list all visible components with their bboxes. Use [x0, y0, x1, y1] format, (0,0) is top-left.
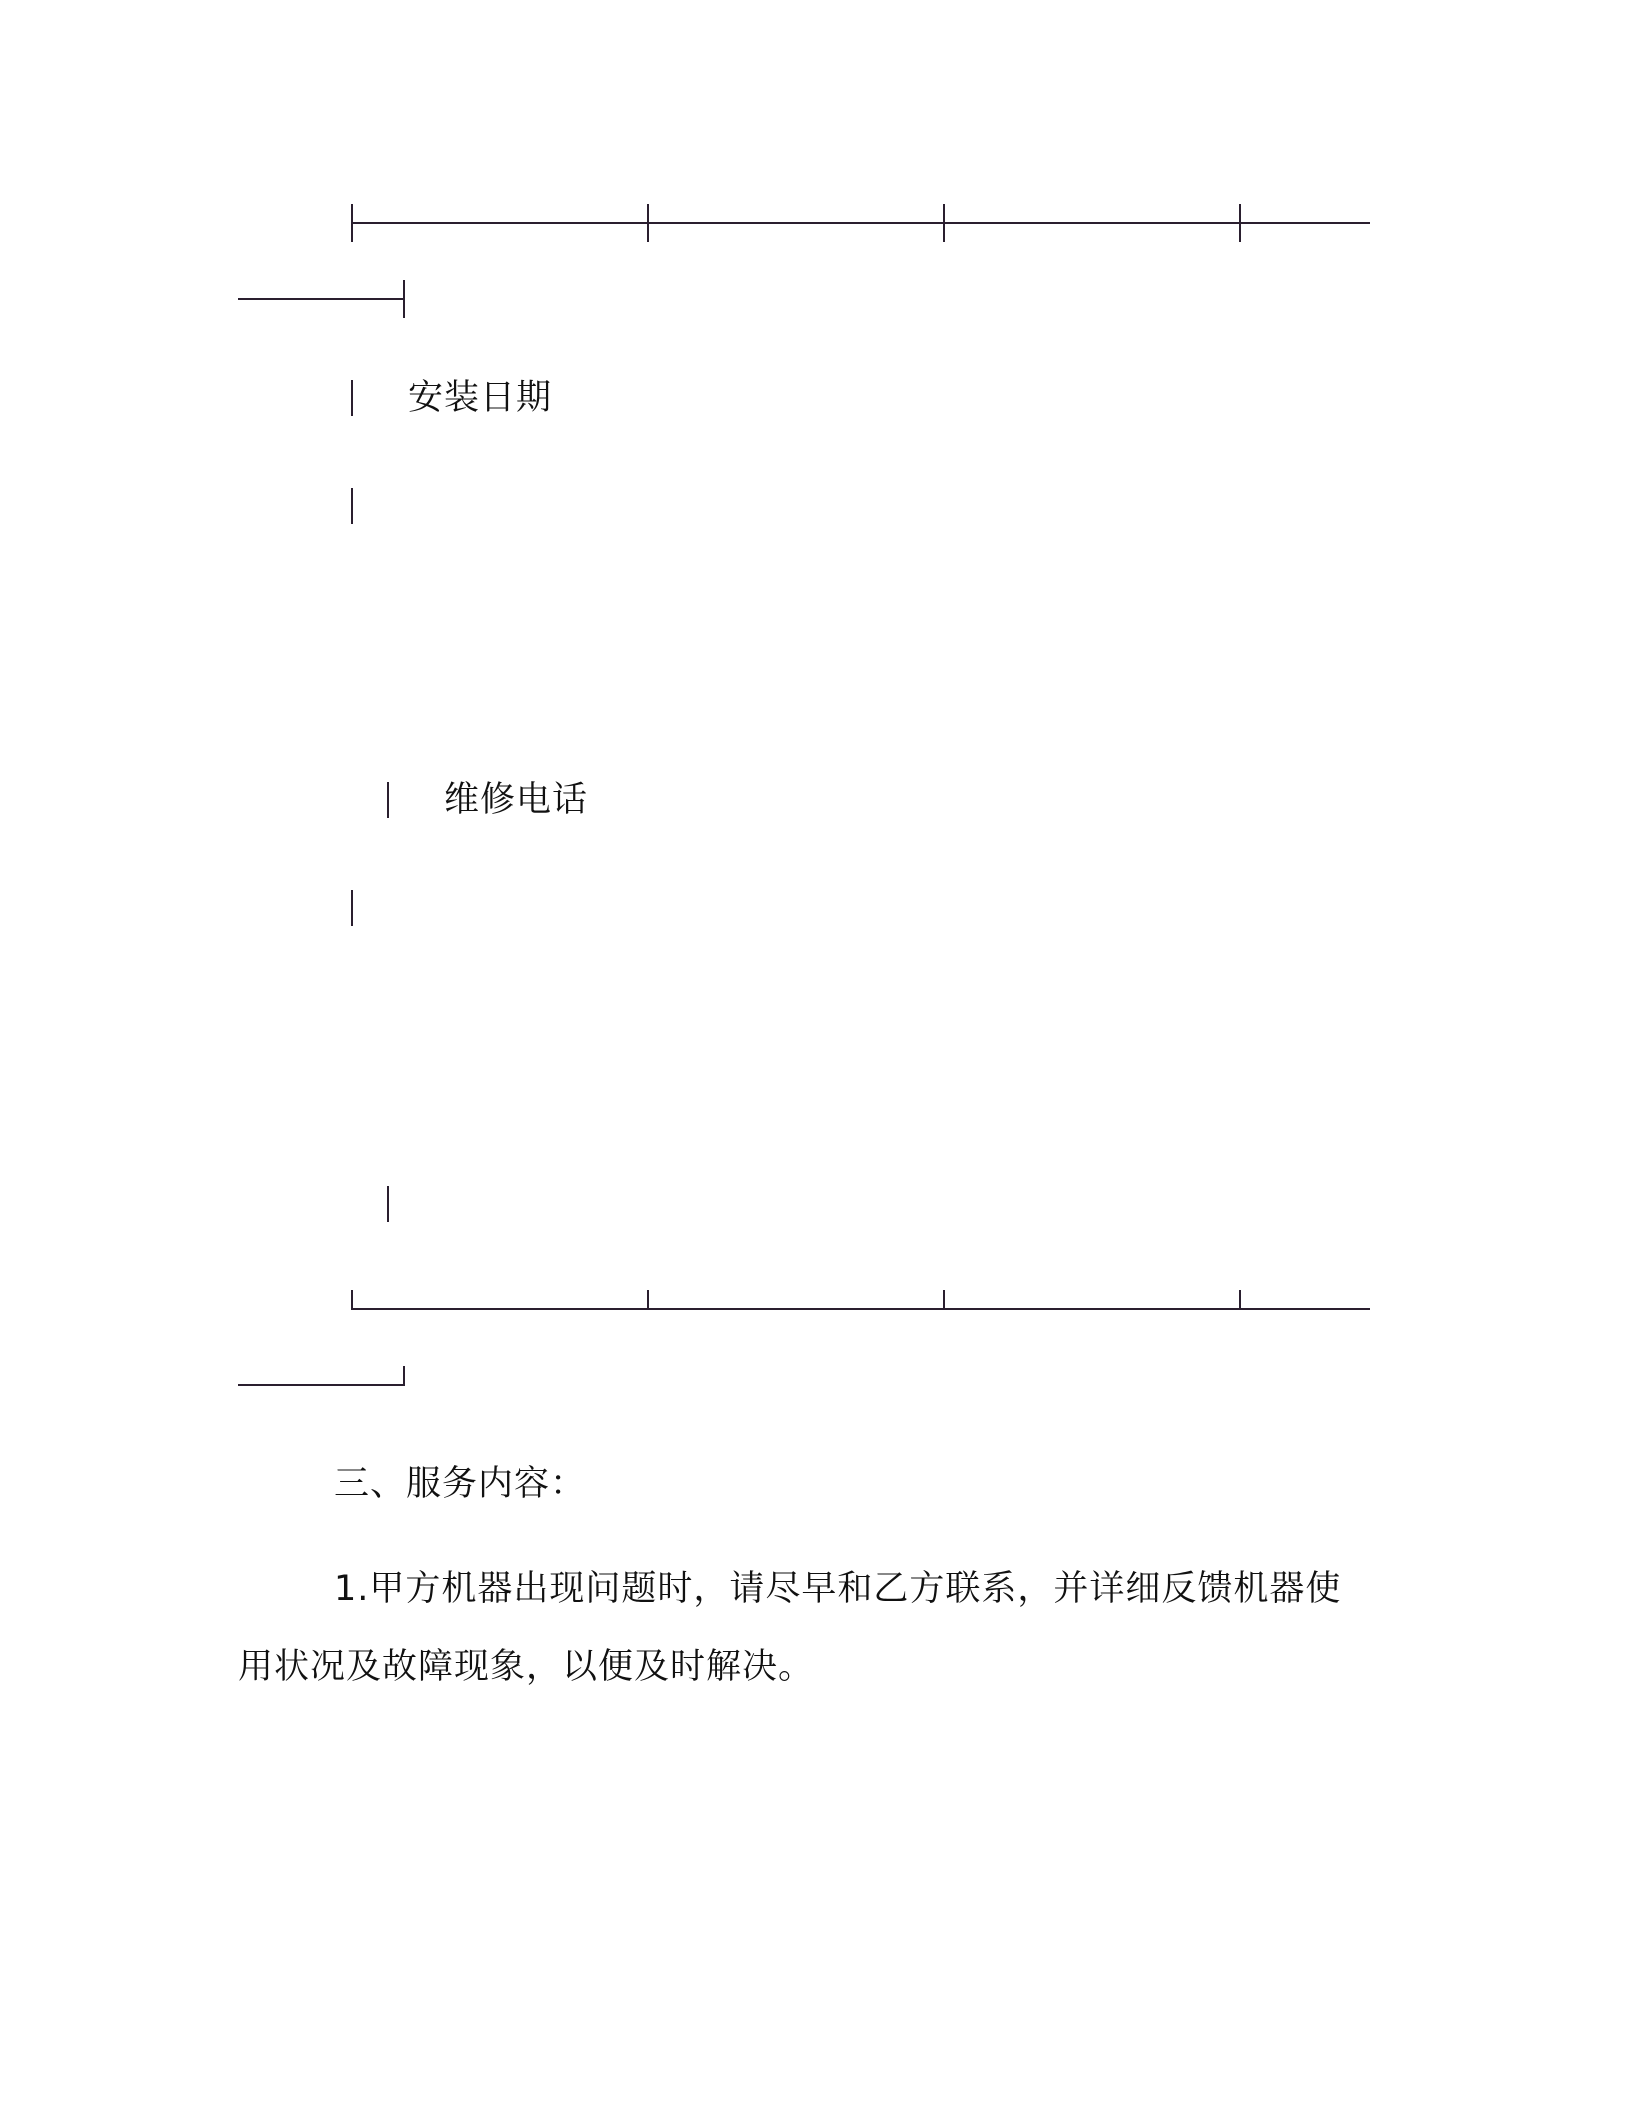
repair-phone-value-border: [351, 890, 353, 926]
table-inner-border: [387, 1186, 389, 1222]
table-top-tick-4: [1239, 204, 1241, 242]
service-item-1-line-1: 1.甲方机器出现问题时，请尽早和乙方联系，并详细反馈机器使: [334, 1569, 1342, 1609]
repair-phone-cell-border: [387, 782, 389, 818]
table-bottom-wrap-line: [238, 1384, 404, 1386]
table-top-line: [352, 222, 1370, 224]
table-bottom-wrap-tick: [403, 1366, 405, 1386]
table-bottom-line: [352, 1308, 1370, 1310]
table-top-wrap-tick: [403, 280, 405, 318]
table-bottom-tick-3: [943, 1290, 945, 1310]
section-heading: 三、服务内容：: [334, 1464, 587, 1504]
repair-phone-label: 维修电话: [444, 780, 589, 820]
table-bottom-tick-4: [1239, 1290, 1241, 1310]
install-date-cell-border: [351, 380, 353, 416]
table-top-tick-2: [647, 204, 649, 242]
table-top-wrap-line: [238, 298, 404, 300]
install-date-label: 安装日期: [408, 378, 553, 418]
table-bottom-tick-2: [647, 1290, 649, 1310]
table-bottom-tick-1: [351, 1290, 353, 1310]
table-top-tick-3: [943, 204, 945, 242]
service-item-1-line-2: 用状况及故障现象，以便及时解决。: [238, 1647, 815, 1687]
table-top-tick-1: [351, 204, 353, 242]
install-date-value-border: [351, 488, 353, 524]
